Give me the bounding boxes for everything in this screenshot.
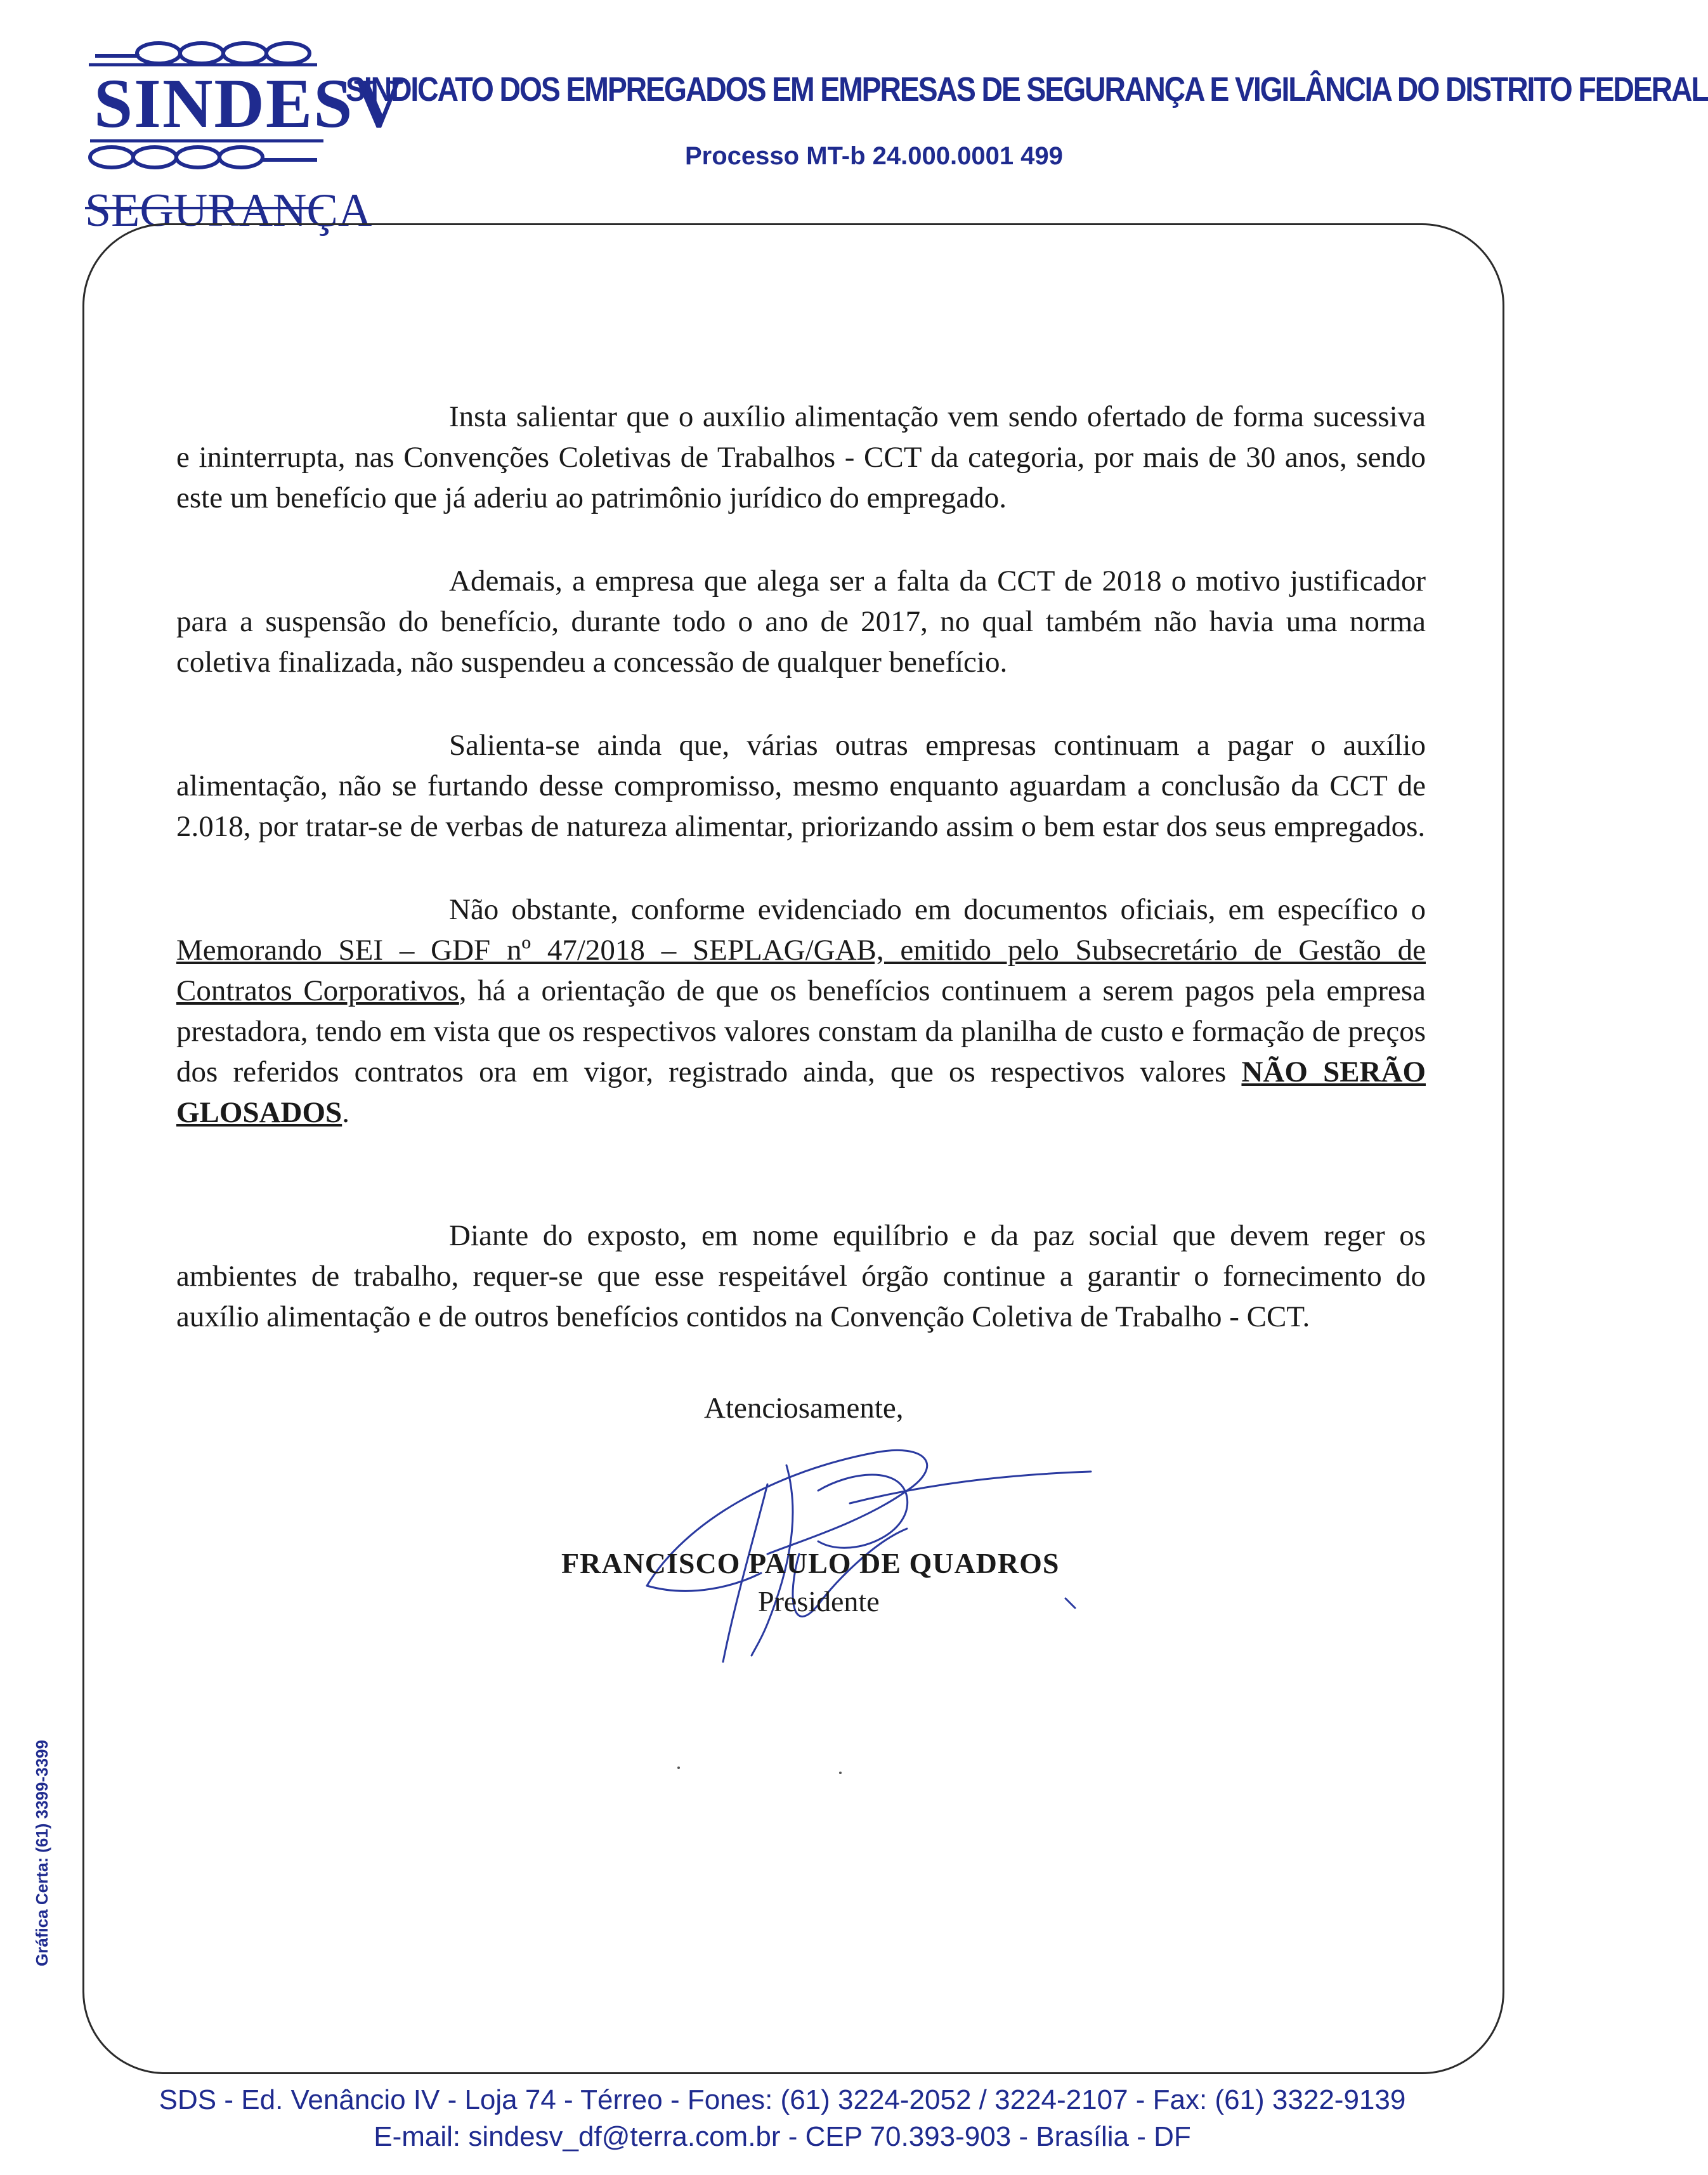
memo-reference: Memorando SEI – GDF nº 47/2018 – SEPLAG/GAB, emitido pelo Subsecretário de Gestão de Contratos Corporativos [176,934,1426,1007]
organization-title: SINDICATO DOS EMPREGADOS EM EMPRESAS DE SEGURANÇA E VIGILÂNCIA DO DISTRITO FEDERAL [346,70,1708,108]
handwritten-signature [609,1395,1091,1687]
footer-address: SDS - Ed. Venâncio IV - Loja 74 - Térreo - Fones: (61) 3224-2052 / 3224-2107 - Fax: (61) 3322-9139 [159,2084,1406,2115]
logo [76,38,405,237]
process-number: Processo MT-b 24.000.0001 499 [685,142,1063,170]
logo-subtitle: SEGURANÇA [85,185,372,237]
paragraph-2: Ademais, a empresa que alega ser a falta da CCT de 2018 o motivo justificador para a suspensão do benefício, durante todo o ano de 2017, no qual também não havia uma norma coletiva finalizada, não suspendeu a concessão de qualquer benefício. [176,565,1426,679]
paragraph-4-middle: , há a orientação de que os benefícios continuem a serem pagos pela empresa prestadora, tendo em vista que os respectivos valores constam da planilha de custo e formação de preços dos referidos contratos ora em vigor, registrado ainda, que os respectivos valores [176,974,1426,1088]
letter-body [176,396,1426,1380]
emphasis-not-glossed: NÃO SERÃO GLOSADOS [176,1055,1426,1129]
scan-specks [672,1760,863,1779]
signer-role: Presidente [758,1585,880,1617]
paragraph-4-lead: Não obstante, conforme evidenciado em documentos oficiais, em específico o [449,893,1426,926]
printer-credit: Gráfica Certa: (61) 3399-3399 [32,1740,51,1966]
logo-wordmark: SINDESV [94,65,405,142]
paragraph-1: Insta salientar que o auxílio alimentação vem sendo ofertado de forma sucessiva e ininterrupta, nas Convenções Coletivas de Trabalhos - CCT da categoria, por mais de 30 anos, sendo este um benefício que já aderiu ao patrimônio jurídico do empregado. [176,400,1426,514]
signer-name: FRANCISCO PAULO DE QUADROS [561,1547,1060,1579]
paragraph-5: Diante do exposto, em nome equilíbrio e da paz social que devem reger os ambientes de trabalho, requer-se que esse respeitável órgão continue a garantir o fornecimento do auxílio alimentação e de outros benefícios contidos na Convenção Coletiva de Trabalho - CCT. [176,1219,1426,1333]
footer-contact: E-mail: sindesv_df@terra.com.br - CEP 70.393-903 - Brasília - DF [374,2121,1191,2152]
paragraph-4-end: . [342,1096,349,1129]
paragraph-3: Salienta-se ainda que, várias outras empresas continuam a pagar o auxílio alimentação, não se furtando desse compromisso, mesmo enquanto aguardam a conclusão da CCT de 2.018, por tratar-se de verbas de natureza alimentar, priorizando assim o bem estar dos seus empregados. [176,729,1426,843]
paragraph-4 [176,889,1426,1133]
closing-salutation: Atenciosamente, [704,1392,904,1425]
